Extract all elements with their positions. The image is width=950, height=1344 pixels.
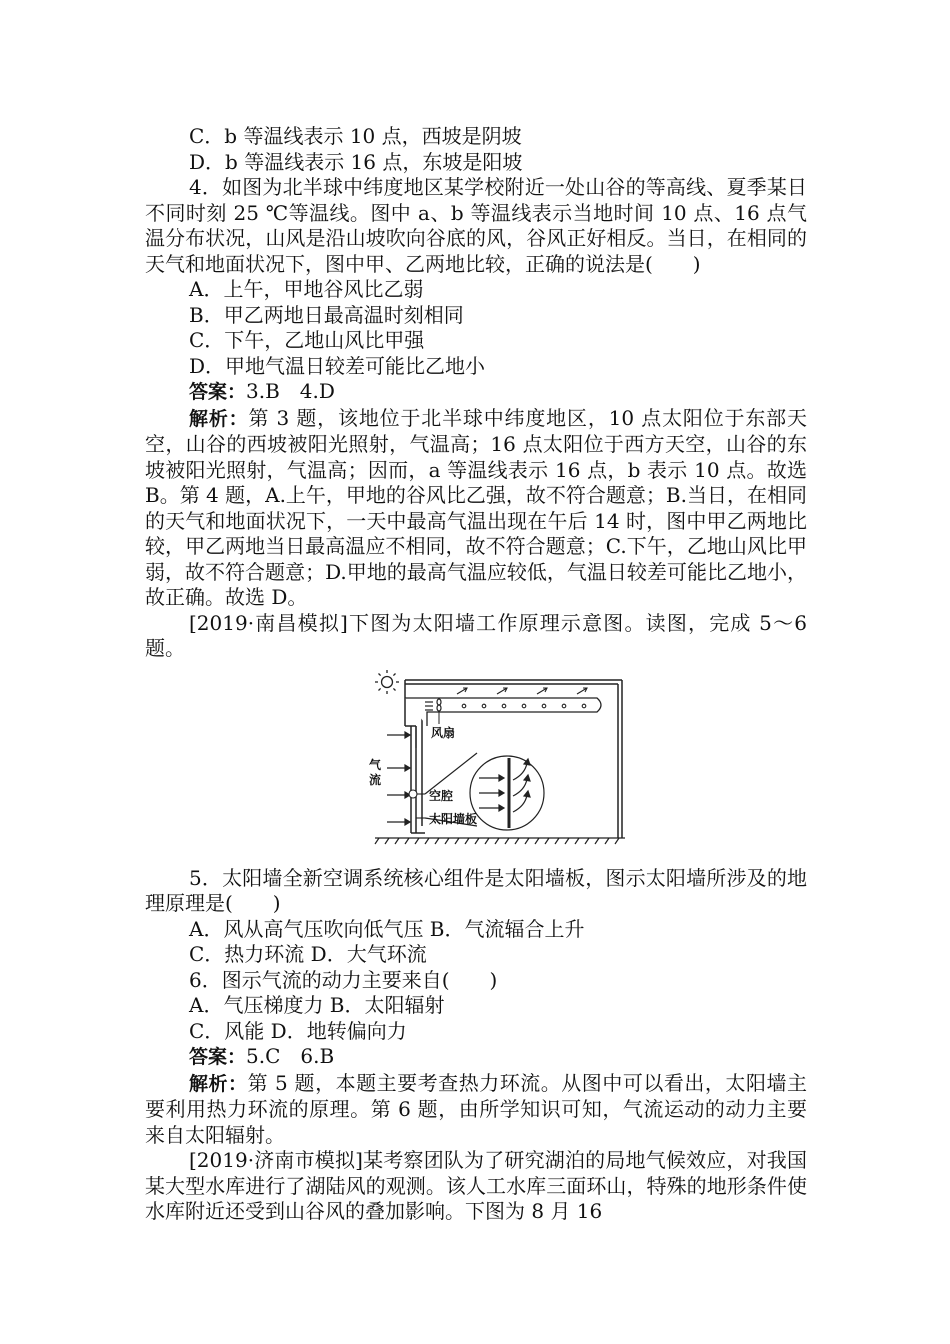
q4-option-c: C．下午，乙地山风比甲强 (189, 328, 425, 352)
air-duct (405, 698, 601, 726)
solar-wall-drawing (367, 668, 629, 846)
q3-option-c: C．b 等温线表示 10 点，西坡是阴坡 (189, 124, 522, 148)
answer-text: 3.B 4.D (246, 379, 335, 403)
question-4: 4．如图为北半球中纬度地区某学校附近一处山谷的等高线、夏季某日不同时刻 25 ℃等温线。图中 a、b 等温线表示当地时间 10 点、16 点气温分布状况，山风是沿山坡吹向谷底的风，谷风正好相反。当日，在相同的天气和地面状况下，图中甲、乙两地比较，正确的说法是( ) (145, 175, 807, 276)
explanation-text: 第 3 题，该地位于北半球中纬度地区，10 点太阳位于东部天空，山谷的西坡被阳光照射，气温高；16 点太阳位于西方天空，山谷的东坡被阳光照射，气温高；因而，a 等温线表示 16 点，b 表示 10 点。故选 B。第 4 题，A.上午，甲地的谷风比乙强，故不符合题意；B.当日，在相同的天气和地面状况下，一天中最高气温出现在午后 14 时，图中甲乙两地比较，甲乙两地当日最高温应不相同，故不符合题意；C.下午，乙地山风比甲弱，故不符合题意；D.甲地的最高气温应较低，气温日较差可能比乙地小，故正确。故选 D。 (145, 405, 807, 609)
explanation-label: 解析： (189, 407, 249, 430)
explanation-label: 解析： (189, 1072, 248, 1095)
question-6: 6．图示气流的动力主要来自( ) (189, 967, 498, 992)
answer-text: 5.C 6.B (246, 1044, 335, 1068)
q5-options-ab: A．风从高气压吹向低气压 B．气流辐合上升 (189, 916, 585, 941)
explanation-5-6 (145, 1071, 807, 1149)
solar-wall-diagram (145, 668, 807, 858)
q4-option-d: D．甲地气温日较差可能比乙地小 (189, 353, 486, 378)
document-body (145, 124, 807, 1225)
q6-options-ab: A．气压梯度力 B．太阳辐射 (189, 993, 445, 1017)
answer-5-6 (145, 1044, 807, 1071)
answer-label: 答案： (189, 1046, 247, 1068)
answer-3-4 (145, 379, 807, 406)
label-fan: 风扇 (431, 725, 456, 740)
question-5: 5．太阳墙全新空调系统核心组件是太阳墙板，图示太阳墙所涉及的地理原理是( ) (145, 865, 807, 915)
label-airflow: 气 流 (369, 757, 382, 787)
intro-5-6: [2019·南昌模拟]下图为太阳墙工作原理示意图。读图，完成 5～6 题。 (145, 610, 807, 660)
label-cavity: 空腔 (429, 788, 454, 803)
q4-option-a: A．上午，甲地谷风比乙弱 (189, 277, 424, 301)
answer-label: 答案： (189, 381, 247, 403)
label-solar-panel: 太阳墙板 (429, 811, 478, 826)
explanation-text: 第 5 题，本题主要考查热力环流。从图中可以看出，太阳墙主要利用热力环流的原理。第 6 题，由所学知识可知，气流运动的动力主要来自太阳辐射。 (145, 1070, 807, 1147)
sun-icon (375, 670, 399, 694)
q4-option-b: B．甲乙两地日最高温时刻相同 (189, 302, 464, 327)
q3-option-d: D．b 等温线表示 16 点，东坡是阳坡 (189, 149, 523, 174)
q6-options-cd: C．风能 D．地转偏向力 (189, 1018, 407, 1043)
explanation-3-4 (145, 406, 807, 611)
q5-options-cd: C．热力环流 D．大气环流 (189, 942, 427, 966)
intro-next: [2019·济南市模拟]某考察团队为了研究湖泊的局地气候效应，对我国某大型水库进行了湖陆风的观测。该人工水库三面环山，特殊的地形条件使水库附近还受到山谷风的叠加影响。下图为 8 月 16 (145, 1148, 807, 1223)
ground-line (375, 838, 625, 844)
